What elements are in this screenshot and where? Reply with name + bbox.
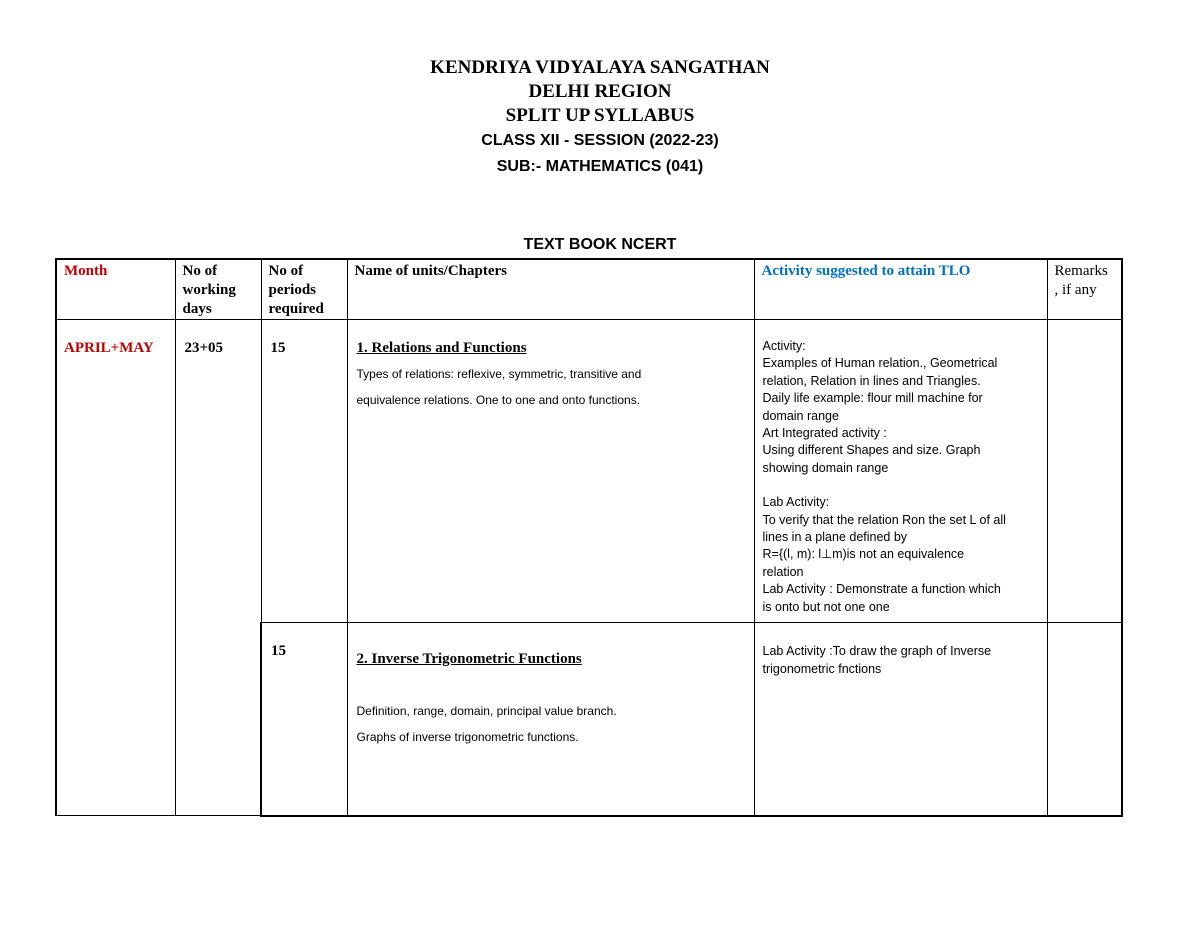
activity-line: R={(l, m): l⊥m)is not an equivalence xyxy=(762,547,965,562)
activity-line: lines in a plane defined by xyxy=(762,530,908,545)
organization-name: KENDRIYA VIDYALAYA SANGATHAN xyxy=(430,57,770,78)
col-header-working-days: No of working days xyxy=(182,263,236,317)
chapter-line: Types of relations: reflexive, symmetric, transitive and xyxy=(356,367,642,381)
activity-line: trigonometric fnctions xyxy=(762,661,882,676)
class-session: CLASS XII - SESSION (2022-23) xyxy=(481,132,719,149)
remarks-cell xyxy=(1047,623,1122,816)
periods-cell: 15 xyxy=(271,643,286,660)
chapter-line: equivalence relations. One to one and onto functions. xyxy=(356,393,641,407)
activity-line: To verify that the relation Ron the set L of all xyxy=(762,512,1006,527)
activity-line: showing domain range xyxy=(762,460,889,475)
activity-line: relation xyxy=(762,564,804,579)
activity-line: Lab Activity : Demonstrate a function which xyxy=(762,582,1001,597)
working-days-cell: 23+05 xyxy=(184,340,224,356)
col-header-periods: No of periods required xyxy=(268,263,324,317)
activity-line: Lab Activity: xyxy=(762,495,830,510)
table-header-row xyxy=(56,259,1122,320)
col-header-remarks: Remarks , if any xyxy=(1054,263,1108,298)
activity-cell xyxy=(755,623,1047,684)
chapter-line: Definition, range, domain, principal value branch. xyxy=(356,704,617,719)
region-name: DELHI REGION xyxy=(528,81,672,102)
month-cell: APRIL+MAY xyxy=(64,340,154,356)
col-header-units: Name of units/Chapters xyxy=(354,263,507,279)
activity-line: is onto but not one one xyxy=(762,599,890,614)
activity-line: relation, Relation in lines and Triangles. xyxy=(762,373,981,388)
activity-line: Activity: xyxy=(762,339,806,353)
activity-line: Lab Activity :To draw the graph of Inverse xyxy=(762,644,992,659)
col-header-activity: Activity suggested to attain TLO xyxy=(761,263,971,279)
periods-cell: 15 xyxy=(270,340,286,356)
remarks-cell xyxy=(1047,320,1122,623)
syllabus-table xyxy=(55,258,1123,817)
activity-line: Examples of Human relation., Geometrical xyxy=(762,356,998,371)
chapter-line: Graphs of inverse trigonometric functions. xyxy=(356,730,579,745)
activity-line: Daily life example: flour mill machine for xyxy=(762,391,983,406)
activity-spacer xyxy=(763,477,1041,494)
document-title: SPLIT UP SYLLABUS xyxy=(505,105,695,126)
chapter-title: 2. Inverse Trigonometric Functions xyxy=(356,651,582,668)
chapter-title: 1. Relations and Functions xyxy=(356,340,527,356)
table-row xyxy=(56,320,1122,623)
activity-line: Art Integrated activity : xyxy=(762,426,887,441)
col-header-month: Month xyxy=(64,263,108,279)
activity-line: domain range xyxy=(762,408,839,423)
textbook-label: TEXT BOOK NCERT xyxy=(523,236,677,253)
subject: SUB:- MATHEMATICS (041) xyxy=(496,158,704,175)
chapter-cell xyxy=(348,320,754,413)
document-header xyxy=(0,56,1200,180)
chapter-cell xyxy=(348,623,754,750)
activity-line: Using different Shapes and size. Graph xyxy=(762,443,981,458)
activity-cell xyxy=(755,320,1047,622)
